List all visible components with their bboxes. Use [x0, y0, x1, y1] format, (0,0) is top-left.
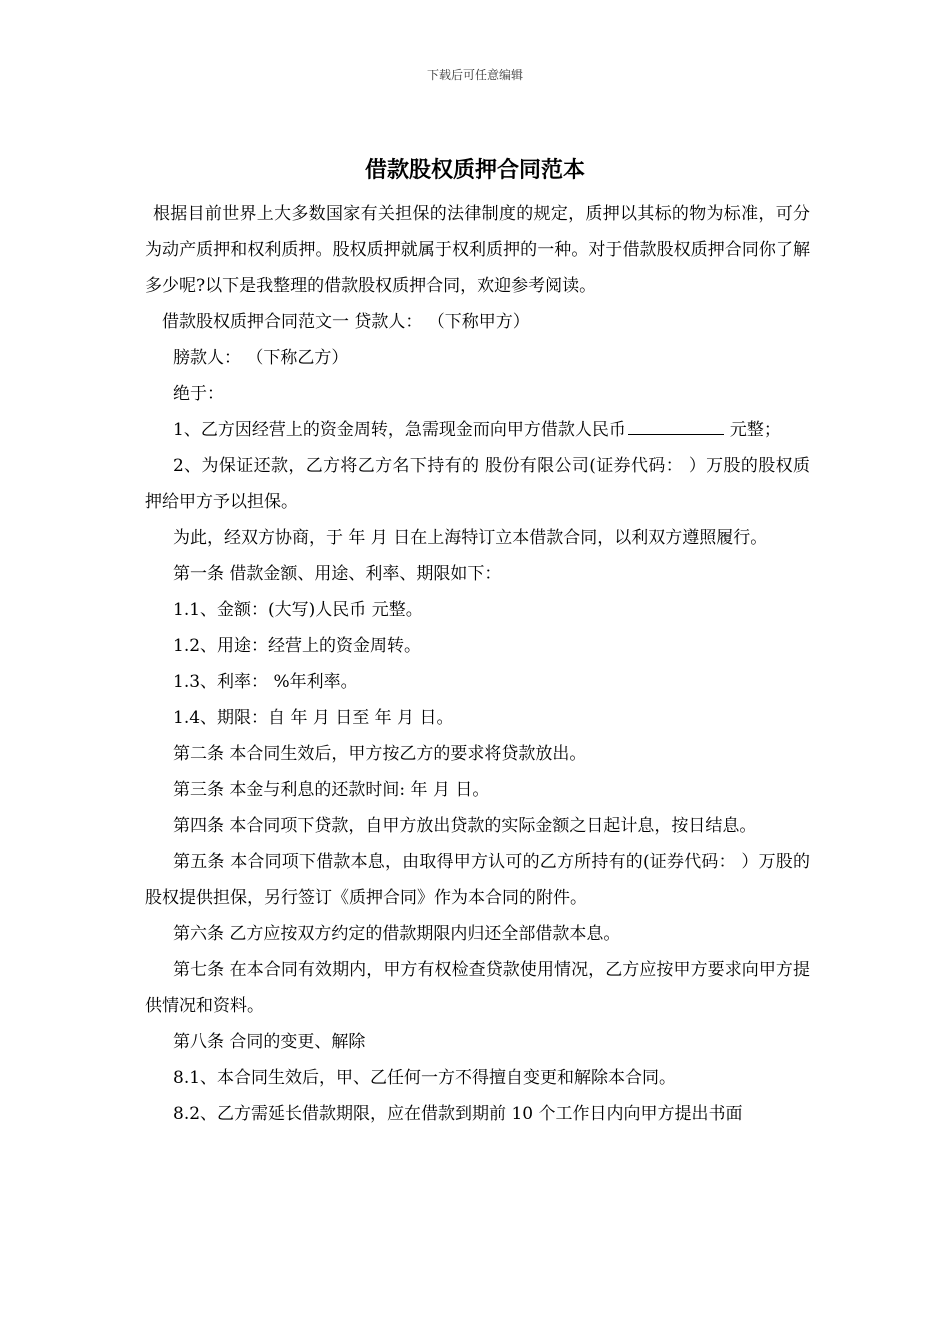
clause-1-text: 1、乙方因经营上的资金周转，急需现金而向甲方借款人民币	[173, 420, 626, 440]
paragraph-1-2: 1.2、用途：经营上的资金周转。	[173, 636, 422, 656]
paragraph-borrower: 膀款人： （下称乙方）	[173, 348, 349, 368]
paragraph-1-3: 1.3、利率： %年利率。	[173, 672, 358, 692]
paragraph-clause-1	[145, 412, 810, 448]
paragraph-article-6: 第六条 乙方应按双方约定的借款期限内归还全部借款本息。	[173, 924, 621, 944]
paragraph-article-8: 第八条 合同的变更、解除	[173, 1032, 366, 1052]
paragraph-1-4: 1.4、期限：自 年 月 日至 年 月 日。	[173, 708, 454, 728]
paragraph-article-5: 第五条 本合同项下借款本息，由取得甲方认可的乙方所持有的(证券代码： ）万股的股权提供担保，另行签订《质押合同》作为本合同的附件。	[145, 852, 810, 908]
paragraph-negotiation: 为此，经双方协商，于 年 月 日在上海特订立本借款合同，以利双方遵照履行。	[173, 528, 768, 548]
paragraph-8-2: 8.2、乙方需延长借款期限，应在借款到期前 10 个工作日内向甲方提出书面	[173, 1104, 743, 1124]
paragraph-clause-2: 2、为保证还款，乙方将乙方名下持有的 股份有限公司(证券代码： ）万股的股权质押给甲方予以担保。	[145, 456, 810, 512]
document-body	[145, 196, 810, 1132]
paragraph-article-3: 第三条 本金与利息的还款时间: 年 月 日。	[173, 780, 490, 800]
paragraph-article-7: 第七条 在本合同有效期内，甲方有权检查贷款使用情况，乙方应按甲方要求向甲方提供情况和资料。	[145, 960, 810, 1016]
paragraph-whereas: 绝于：	[173, 384, 224, 404]
paragraph-8-1: 8.1、本合同生效后，甲、乙任何一方不得擅自变更和解除本合同。	[173, 1068, 677, 1088]
header-note: 下载后可任意编辑	[426, 68, 523, 82]
document-title: 借款股权质押合同范本	[364, 158, 585, 183]
paragraph-1-1: 1.1、金额：(大写)人民币 元整。	[173, 600, 423, 620]
paragraph-article-4: 第四条 本合同项下贷款，自甲方放出贷款的实际金额之日起计息，按日结息。	[173, 816, 757, 836]
amount-blank-line	[628, 416, 724, 435]
intro-paragraph: 根据目前世界上大多数国家有关担保的法律制度的规定，质押以其标的物为标准，可分为动产质押和权利质押。股权质押就属于权利质押的一种。对于借款股权质押合同你了解多少呢?以下是我整理的借款股权质押合同，欢迎参考阅读。	[145, 204, 810, 296]
clause-1-suffix: 元整；	[729, 420, 781, 440]
paragraph-article-1: 第一条 借款金额、用途、利率、期限如下：	[173, 564, 502, 584]
paragraph-article-2: 第二条 本合同生效后，甲方按乙方的要求将贷款放出。	[173, 744, 587, 764]
paragraph-lender: 借款股权质押合同范文一 贷款人： （下称甲方）	[162, 312, 530, 332]
